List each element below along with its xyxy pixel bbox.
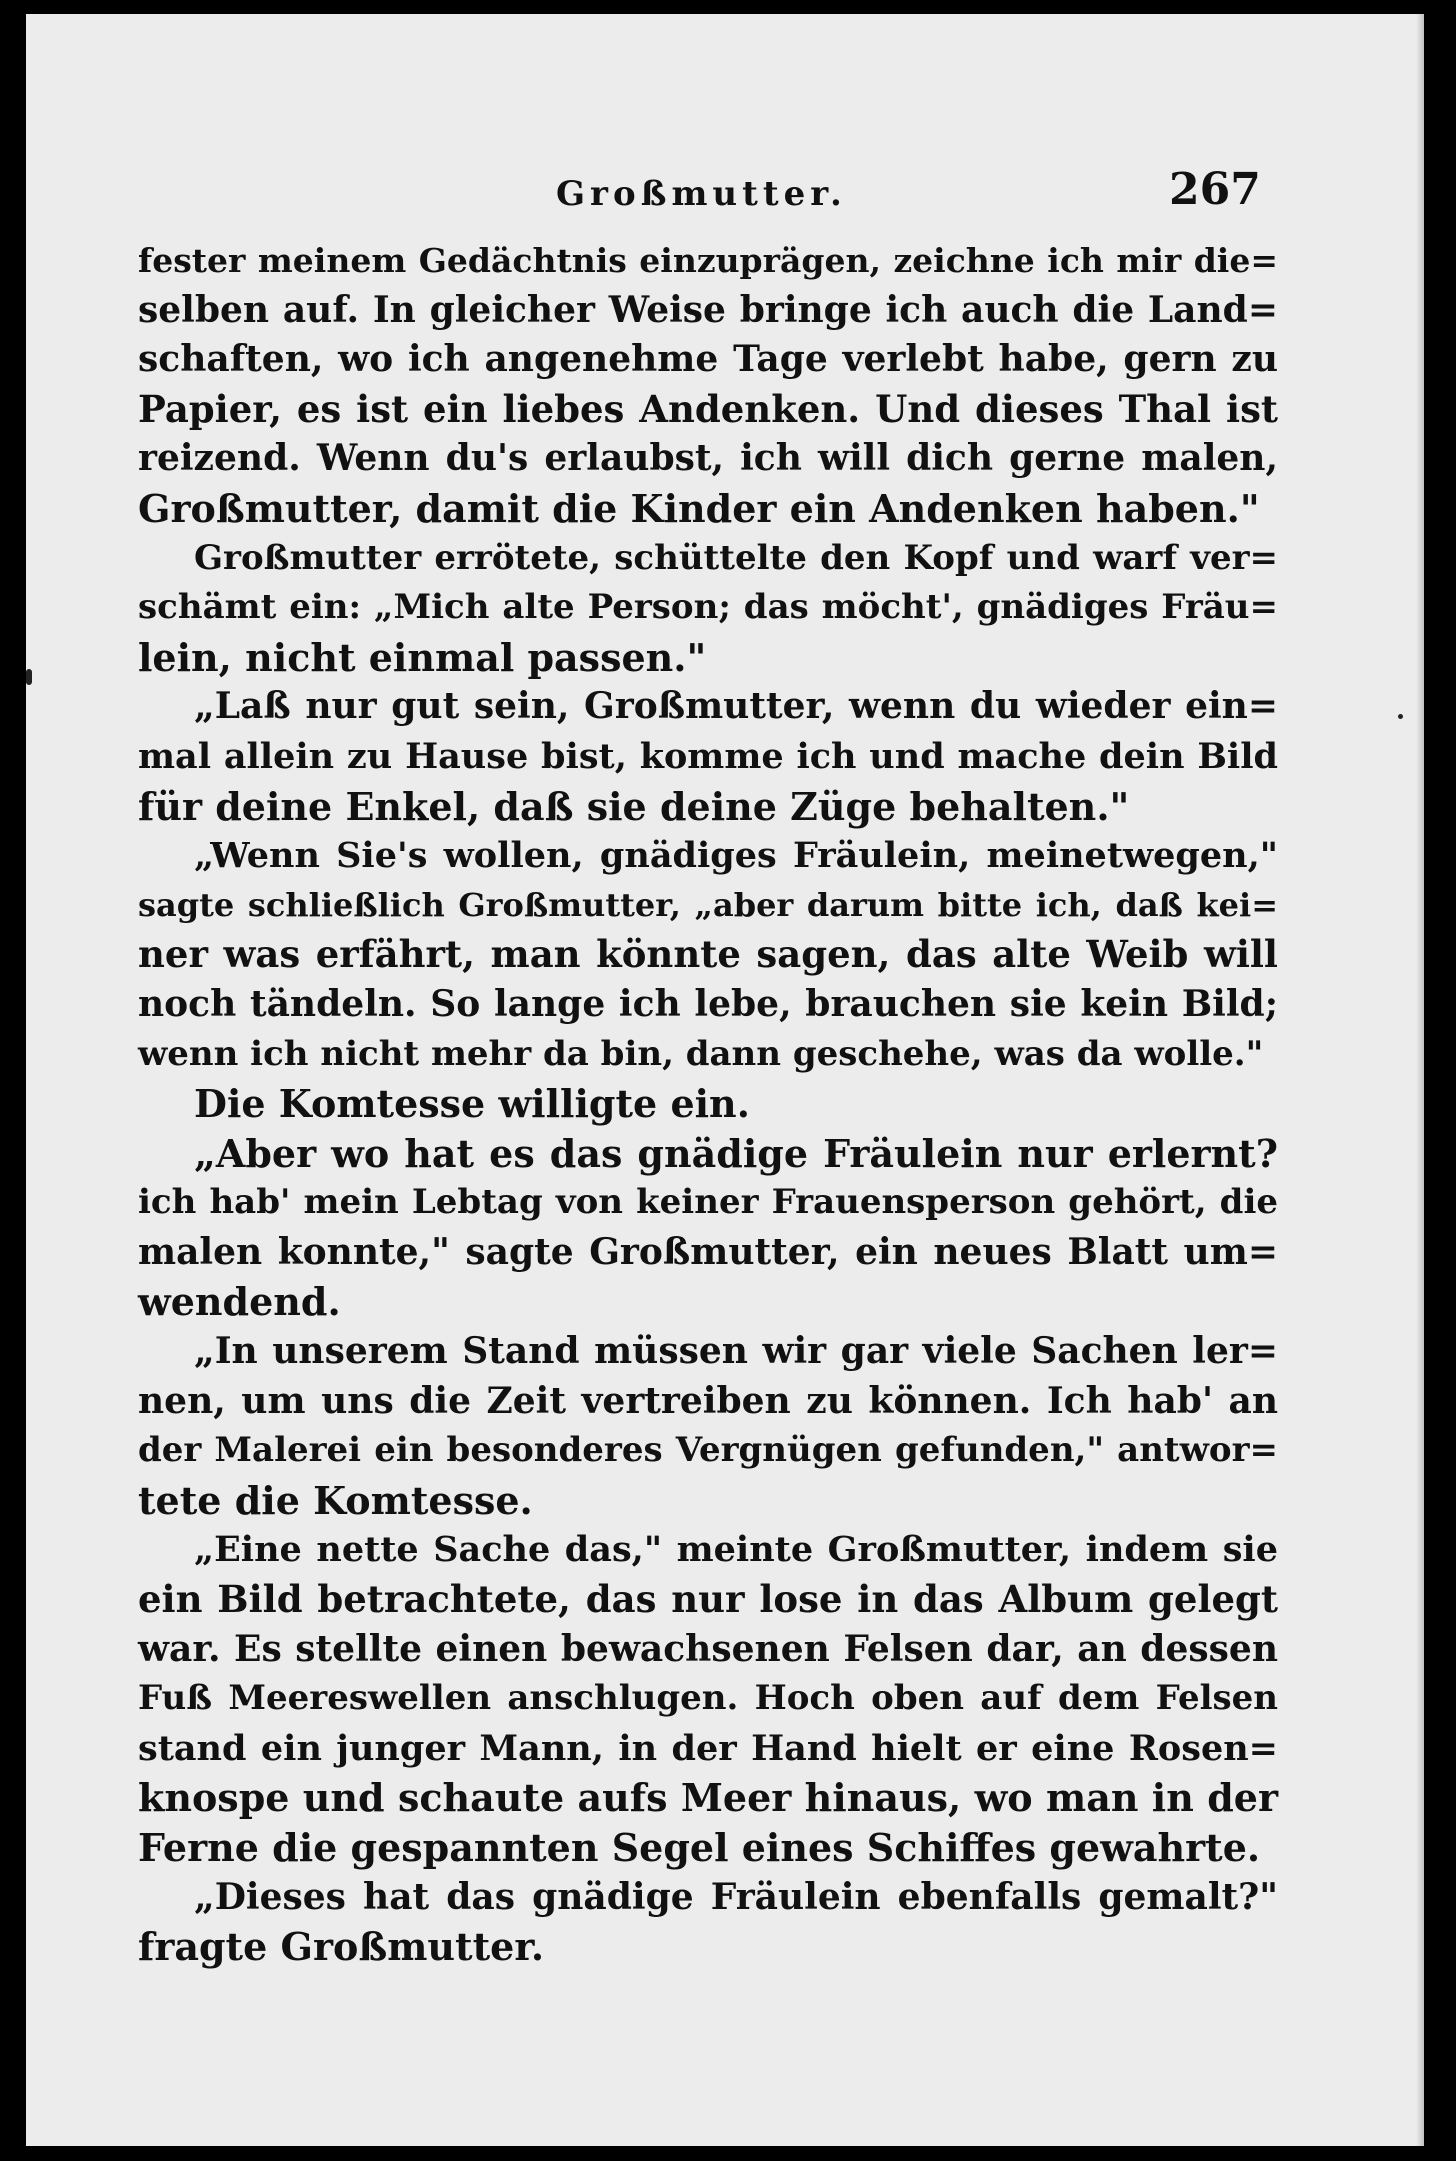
book-page (26, 14, 1424, 2146)
text-line: tete die Komtesse. (138, 1477, 533, 1523)
text-line: fragte Großmutter. (138, 1924, 545, 1970)
text-line: Ferne die gespannten Segel eines Schiffes gewahrte. (138, 1825, 1261, 1870)
ink-speck (26, 669, 32, 685)
text-line: knospe und schaute aufs Meer hinaus, wo man in der (138, 1775, 1278, 1821)
text-line: lein, nicht einmal passen." (138, 634, 707, 680)
page-edge-shadow (1416, 14, 1424, 2146)
text-line: „Eine nette Sache das," meinte Großmutter, indem sie (194, 1529, 1278, 1571)
running-head: Großmutter. (556, 174, 847, 214)
text-line: wenn ich nicht mehr da bin, dann geschehe, was da wolle." (138, 1033, 1264, 1074)
text-line: war. Es stellte einen bewachsenen Felsen dar, an dessen (138, 1627, 1278, 1670)
text-line: sagte schließlich Großmutter, „aber darum bitte ich, daß kei= (138, 885, 1278, 924)
text-line: fester meinem Gedächtnis einzuprägen, zeichne ich mir die= (138, 241, 1278, 280)
text-line: schaften, wo ich angenehme Tage verlebt habe, gern zu (138, 338, 1278, 381)
text-line: ner was erfährt, man könnte sagen, das alte Weib will (138, 932, 1278, 977)
text-line: wendend. (138, 1279, 341, 1325)
text-line: malen konnte," sagte Großmutter, ein neues Blatt um= (138, 1230, 1278, 1273)
text-line: reizend. Wenn du's erlaubst, ich will dich gerne malen, (138, 437, 1278, 480)
text-line: ich hab' mein Lebtag von keiner Frauensperson gehört, die (138, 1182, 1278, 1223)
text-line: ein Bild betrachtete, das nur lose in das Album gelegt (138, 1577, 1278, 1622)
text-line: Papier, es ist ein liebes Andenken. Und dieses Thal ist (138, 386, 1278, 431)
text-line: Großmutter errötete, schüttelte den Kopf und warf ver= (194, 537, 1278, 578)
text-line: „Aber wo hat es das gnädige Fräulein nur erlernt? (194, 1130, 1278, 1176)
text-line: mal allein zu Hause bist, komme ich und mache dein Bild (138, 735, 1278, 777)
ink-speck (1398, 714, 1403, 719)
text-line: Fuß Meereswellen anschlugen. Hoch oben auf dem Felsen (138, 1678, 1278, 1719)
text-line: „Dieses hat das gnädige Fräulein ebenfalls gemalt?" (194, 1875, 1278, 1918)
text-line: noch tändeln. So lange ich lebe, brauchen sie kein Bild; (138, 982, 1278, 1025)
text-line: „Wenn Sie's wollen, gnädiges Fräulein, meinetwegen," (194, 835, 1278, 877)
text-line: für deine Enkel, daß sie deine Züge behalten." (138, 783, 1130, 829)
text-line: selben auf. In gleicher Weise bringe ich auch die Land= (138, 288, 1278, 331)
text-body (138, 236, 1278, 1972)
text-line: „In unserem Stand müssen wir gar viele Sachen ler= (194, 1330, 1278, 1373)
text-line: nen, um uns die Zeit vertreiben zu können. Ich hab' an (138, 1379, 1278, 1422)
text-line: Die Komtesse willigte ein. (194, 1081, 750, 1127)
text-line: der Malerei ein besonderes Vergnügen gefunden," antwor= (138, 1430, 1278, 1471)
text-line: schämt ein: „Mich alte Person; das möcht', gnädiges Fräu= (138, 587, 1278, 628)
text-line: „Laß nur gut sein, Großmutter, wenn du wieder ein= (194, 685, 1278, 728)
page-number: 267 (1169, 164, 1261, 215)
text-line: Großmutter, damit die Kinder ein Andenken haben." (138, 485, 1260, 531)
text-line: stand ein junger Mann, in der Hand hielt er eine Rosen= (138, 1727, 1278, 1769)
page-header (26, 164, 1424, 224)
